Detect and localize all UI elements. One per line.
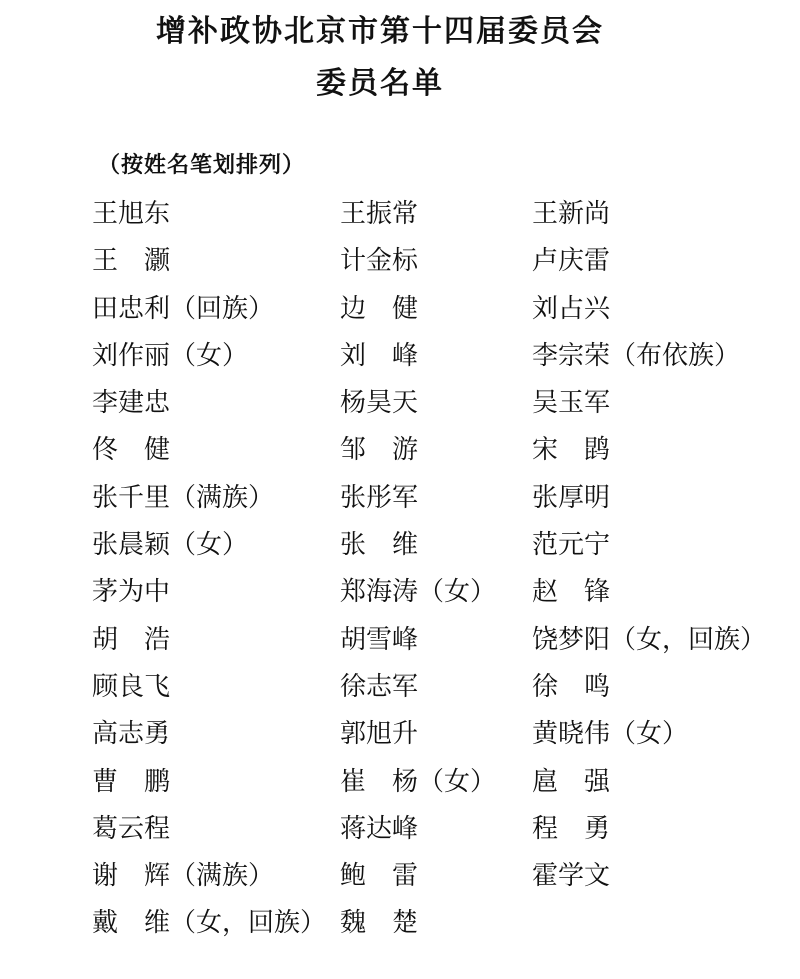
member-name: 鲍 雷 bbox=[340, 861, 419, 892]
member-name: 计金标 bbox=[340, 246, 419, 277]
member-name: 扈 强 bbox=[532, 766, 611, 797]
member-name: 葛云程 bbox=[92, 813, 171, 844]
member-name: 顾良飞 bbox=[92, 671, 171, 702]
sort-note: （按姓名笔划排列） bbox=[98, 153, 306, 178]
member-name: 佟 健 bbox=[92, 435, 171, 466]
member-name: 王振常 bbox=[340, 199, 419, 229]
member-row bbox=[92, 667, 792, 714]
member-name: 李宗荣（布依族） bbox=[532, 340, 741, 371]
member-name: 程 勇 bbox=[532, 813, 611, 844]
member-name: 黄晓伟（女） bbox=[532, 719, 689, 750]
member-list bbox=[92, 194, 792, 951]
member-name: 刘占兴 bbox=[532, 293, 611, 324]
member-name: 谢 辉（满族） bbox=[92, 861, 275, 892]
member-name: 王旭东 bbox=[92, 199, 171, 229]
member-name: 曹 鹏 bbox=[92, 766, 171, 797]
member-row bbox=[92, 194, 792, 241]
member-name: 李建忠 bbox=[92, 388, 171, 419]
member-name: 张 维 bbox=[340, 530, 419, 561]
member-row bbox=[92, 620, 792, 667]
member-name: 王新尚 bbox=[532, 199, 611, 229]
member-name: 赵 锋 bbox=[532, 577, 611, 608]
member-name: 郑海涛（女） bbox=[340, 577, 497, 608]
member-row bbox=[92, 336, 792, 383]
member-name: 杨昊天 bbox=[340, 388, 419, 419]
member-row bbox=[92, 383, 792, 430]
member-name: 胡 浩 bbox=[92, 624, 171, 655]
document-title-line2: 委员名单 bbox=[316, 66, 444, 101]
member-name: 边 健 bbox=[340, 293, 419, 324]
member-name: 蒋达峰 bbox=[340, 813, 419, 844]
member-name: 霍学文 bbox=[532, 861, 611, 892]
member-name: 胡雪峰 bbox=[340, 624, 419, 655]
member-name: 戴 维（女，回族） bbox=[92, 908, 327, 939]
member-row bbox=[92, 241, 792, 288]
member-row bbox=[92, 762, 792, 809]
member-name: 田忠利（回族） bbox=[92, 293, 275, 324]
member-name: 徐志军 bbox=[340, 671, 419, 702]
member-name: 茅为中 bbox=[92, 577, 171, 608]
member-row bbox=[92, 714, 792, 761]
member-row bbox=[92, 478, 792, 525]
member-row bbox=[92, 856, 792, 903]
member-row bbox=[92, 289, 792, 336]
member-name: 张彤军 bbox=[340, 482, 419, 513]
member-name: 饶梦阳（女，回族） bbox=[532, 624, 767, 655]
member-name: 崔 杨（女） bbox=[340, 766, 497, 797]
member-name: 郭旭升 bbox=[340, 719, 419, 750]
member-name: 张千里（满族） bbox=[92, 482, 275, 513]
member-name: 高志勇 bbox=[92, 719, 171, 750]
member-row bbox=[92, 809, 792, 856]
member-name: 卢庆雷 bbox=[532, 246, 611, 277]
member-name: 吴玉军 bbox=[532, 388, 611, 419]
member-name: 范元宁 bbox=[532, 530, 611, 561]
member-name: 宋 鹍 bbox=[532, 435, 611, 466]
member-row bbox=[92, 572, 792, 619]
member-name: 魏 楚 bbox=[340, 908, 419, 939]
member-name: 邹 游 bbox=[340, 435, 419, 466]
member-row bbox=[92, 903, 792, 950]
member-name: 张晨颖（女） bbox=[92, 530, 249, 561]
member-name: 刘作丽（女） bbox=[92, 340, 249, 371]
member-row bbox=[92, 430, 792, 477]
member-row bbox=[92, 525, 792, 572]
document-title: 增补政协北京市第十四届委员会 bbox=[156, 14, 604, 49]
member-name: 刘 峰 bbox=[340, 340, 419, 371]
member-name: 王 灏 bbox=[92, 246, 171, 277]
member-name: 张厚明 bbox=[532, 482, 611, 513]
member-name: 徐 鸣 bbox=[532, 671, 611, 702]
